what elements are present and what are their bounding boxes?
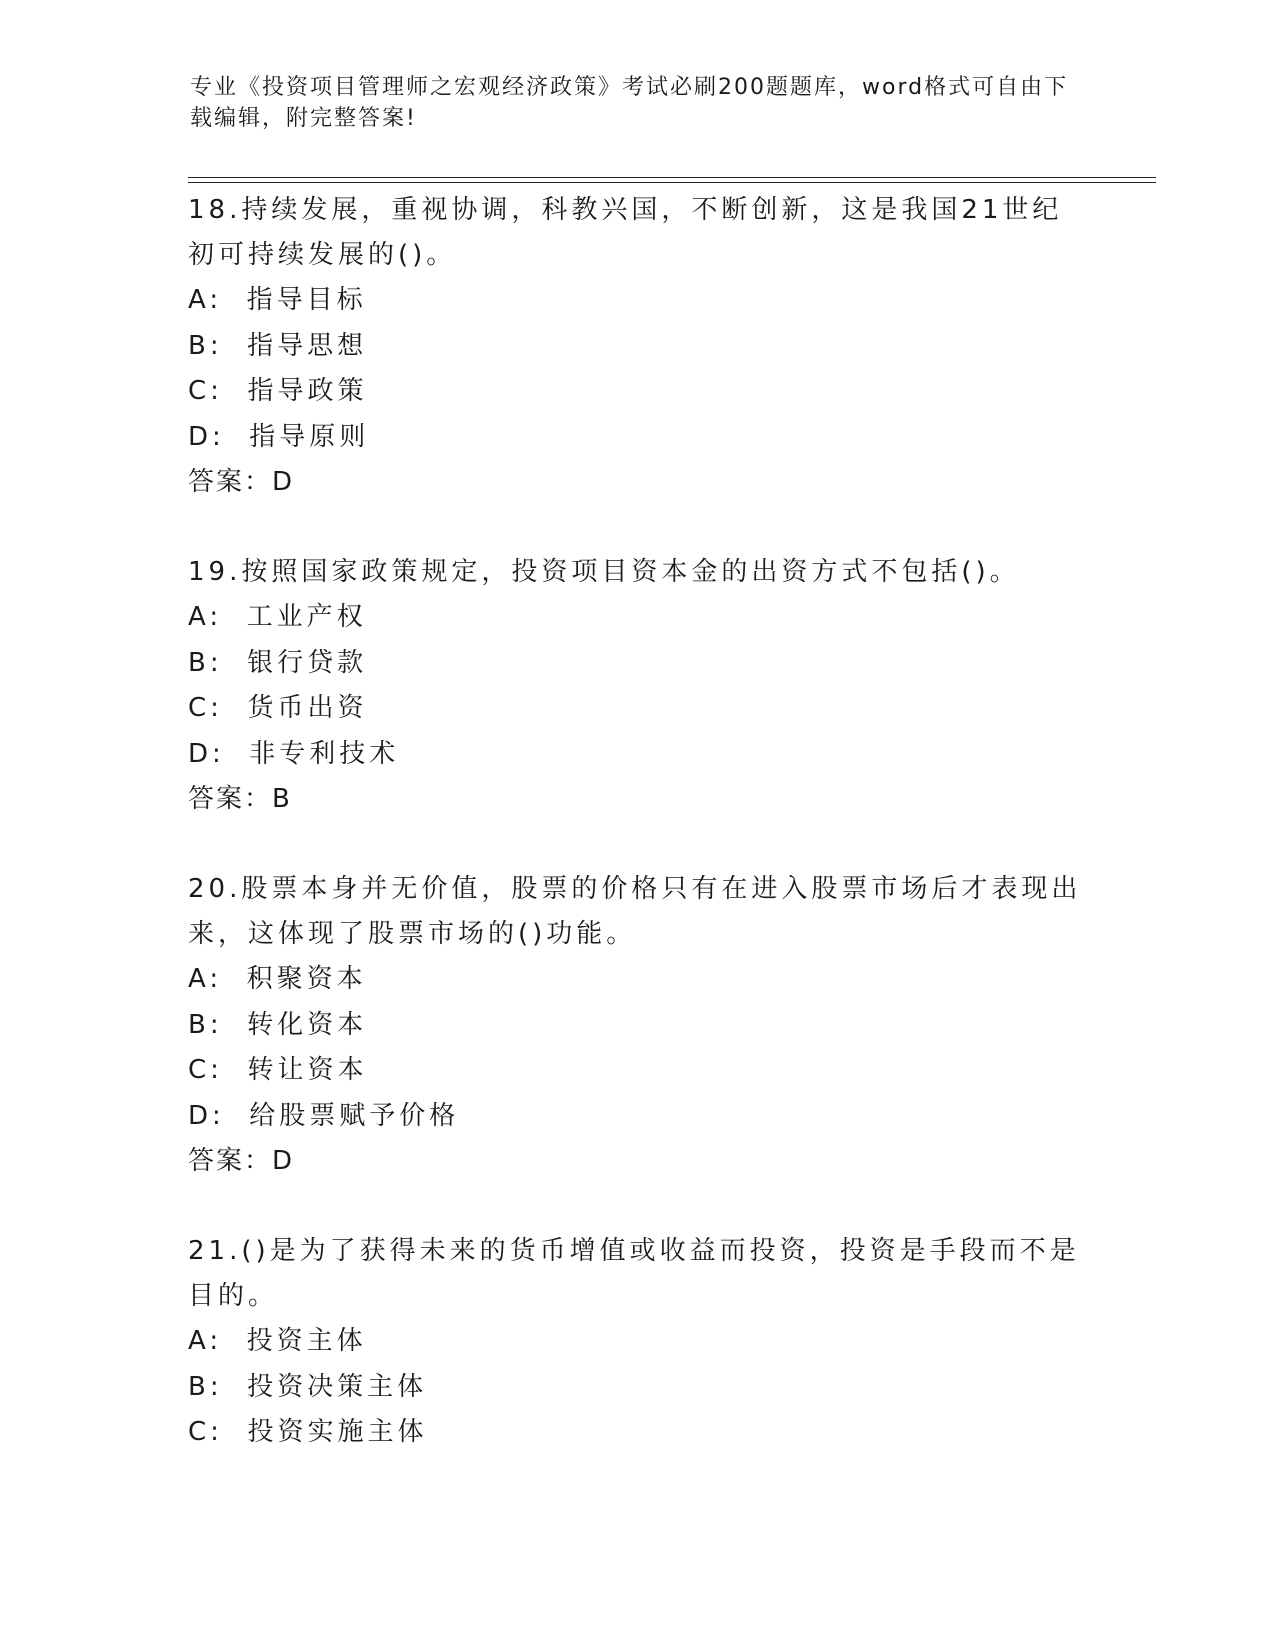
option-c: C: 投资实施主体 bbox=[188, 1417, 428, 1447]
option-c: C: 货币出资 bbox=[188, 693, 368, 723]
question-stem: 20.股票本身并无价值，股票的价格只有在进入股票市场后才表现出来，这体现了股票市场的()功能。 bbox=[188, 874, 1082, 949]
document-header: 专业《投资项目管理师之宏观经济政策》考试必刷200题题库，word格式可自由下载编辑，附完整答案! bbox=[190, 75, 1069, 131]
answer: 答案：B bbox=[188, 784, 292, 814]
answer: 答案：D bbox=[188, 1146, 295, 1176]
question-stem: 19.按照国家政策规定，投资项目资本金的出资方式不包括()。 bbox=[188, 557, 1020, 587]
question-20 bbox=[188, 867, 1088, 1184]
option-c: C: 指导政策 bbox=[188, 376, 368, 406]
question-list bbox=[188, 188, 1088, 1501]
question-stem: 18.持续发展，重视协调，科教兴国，不断创新，这是我国21世纪初可持续发展的()。 bbox=[188, 195, 1063, 270]
header-rule-bottom bbox=[188, 182, 1156, 183]
option-d: D: 指导原则 bbox=[188, 421, 370, 452]
option-b: B: 银行贷款 bbox=[188, 647, 368, 678]
question-18 bbox=[188, 188, 1088, 505]
option-a: A: 积聚资本 bbox=[188, 964, 367, 994]
option-d: D: 给股票赋予价格 bbox=[188, 1100, 460, 1131]
option-b: B: 投资决策主体 bbox=[188, 1371, 428, 1402]
option-b: B: 转化资本 bbox=[188, 1009, 368, 1040]
option-d: D: 非专利技术 bbox=[188, 738, 400, 769]
option-a: A: 投资主体 bbox=[188, 1326, 367, 1356]
question-21 bbox=[188, 1229, 1088, 1456]
question-19 bbox=[188, 550, 1088, 822]
option-b: B: 指导思想 bbox=[188, 330, 368, 361]
answer: 答案：D bbox=[188, 467, 295, 497]
option-a: A: 工业产权 bbox=[188, 602, 367, 632]
header-rule-top bbox=[188, 177, 1156, 178]
option-c: C: 转让资本 bbox=[188, 1055, 368, 1085]
question-stem: 21.()是为了获得未来的货币增值或收益而投资，投资是手段而不是目的。 bbox=[188, 1236, 1080, 1311]
option-a: A: 指导目标 bbox=[188, 285, 367, 315]
